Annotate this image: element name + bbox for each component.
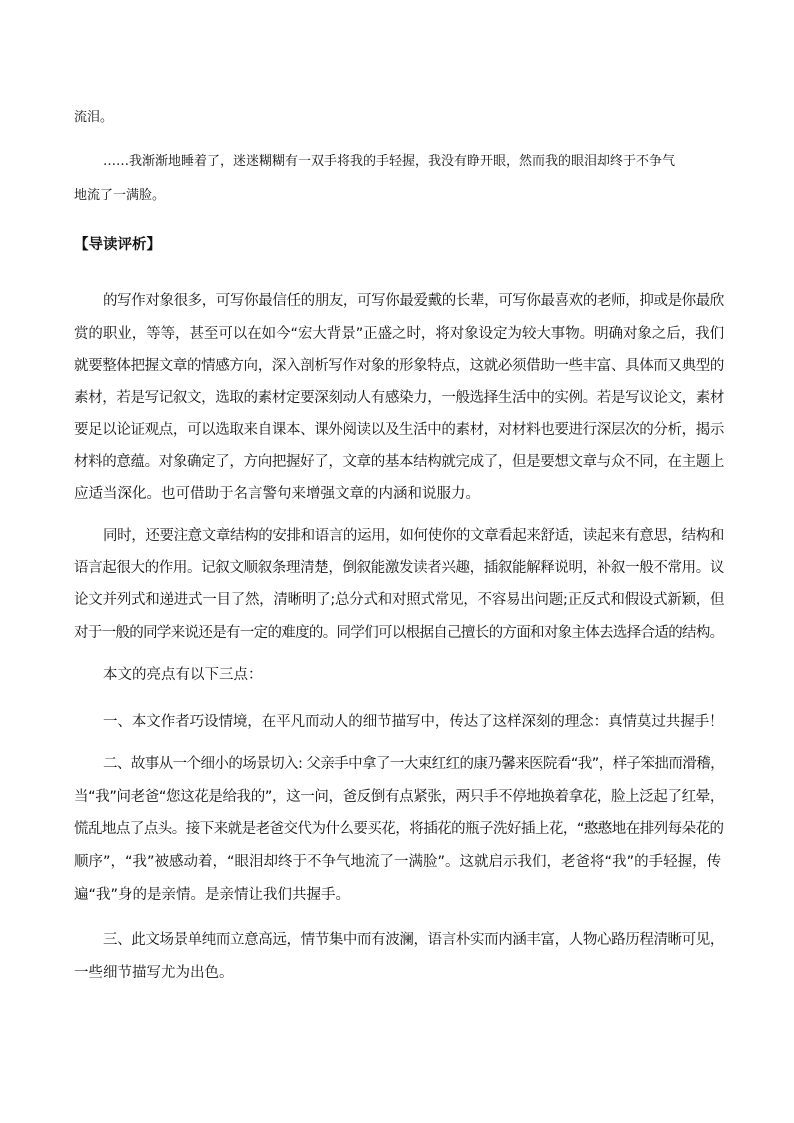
- paragraph-line: 对于一般的同学来说还是有一定的难度的。同学们可以根据自己擅长的方面和对象主体去选择合适的结构。: [74, 625, 724, 641]
- paragraph-line: 语言起很大的作用。记叙文顺叙条理清楚，倒叙能激发读者兴趣，插叙能解释说明，补叙一般不常用。议: [74, 560, 724, 576]
- paragraph-line: 素材，若是写记叙文，选取的素材定要深刻动人有感染力，一般选择生活中的实例。若是写议论文，素材: [74, 390, 724, 406]
- paragraph-line: 同时，还要注意文章结构的安排和语言的运用，如何使你的文章看起来舒适，读起来有意思，结构和: [103, 528, 725, 544]
- paragraph-line: 顺序”，“我”被感动着，“眼泪却终于不争气地流了一满脸”。这就启示我们，老爸将“我”的手轻握，传: [74, 854, 722, 870]
- paragraph-line: 就要整体把握文章的情感方向，深入剖析写作对象的形象特点，这就必须借助一些丰富、具体而又典型的: [74, 358, 724, 374]
- story-tail-line: 流泪。: [74, 110, 114, 125]
- paragraph-line: 一、本文作者巧设情境，在平凡而动人的细节描写中，传达了这样深刻的理念：真情莫过共握手！: [103, 714, 724, 730]
- paragraph-line: 遍“我”身的是亲情。是亲情让我们共握手。: [74, 887, 351, 903]
- paragraph-line: 当“我”问老爸“您这花是给我的”，这一问，爸反倒有点紧张，两只手不停地换着拿花，脸上泛起了红晕，: [74, 789, 725, 805]
- story-ending-line: 地流了一满脸。: [74, 188, 166, 203]
- paragraph-line: 论文并列式和递进式一目了然，清晰明了;总分式和对照式常见，不容易出问题;正反式和假设式新颖，但: [74, 592, 725, 608]
- paragraph-line: 本文的亮点有以下三点：: [103, 667, 263, 683]
- paragraph-line: 三、此文场景单纯而立意高远，情节集中而有波澜，语言朴实而内涵丰富，人物心路历程清晰可见，: [103, 932, 725, 948]
- paragraph-line: 的写作对象很多，可写你最信任的朋友，可写你最爱戴的长辈，可写你最喜欢的老师，抑或是你最欣: [103, 293, 725, 309]
- paragraph-line: 材料的意蕴。对象确定了，方向把握好了，文章的基本结构就完成了，但是要想文章与众不同，在主题上: [74, 454, 724, 470]
- paragraph-line: 赏的职业，等等，甚至可以在如今“宏大背景”正盛之时，将对象设定为较大事物。明确对象之后，我们: [74, 326, 725, 342]
- paragraph-line: 要足以论证观点，可以选取来自课本、课外阅读以及生活中的素材，对材料也要进行深层次的分析，揭示: [74, 422, 724, 438]
- paragraph-line: 一些细节描写尤为出色。: [74, 965, 234, 981]
- paragraph-line: 二、故事从一个细小的场景切入: 父亲手中拿了一大束红红的康乃馨来医院看“我”，样子笨拙而滑稽，: [103, 756, 725, 772]
- section-heading: 【导读评析】: [74, 237, 161, 253]
- story-ending-line: ……我渐渐地睡着了，迷迷糊糊有一双手将我的手轻握，我没有睁开眼，然而我的眼泪却终于不争气: [103, 154, 676, 169]
- paragraph-line: 慌乱地点了点头。接下来就是老爸交代为什么要买花，将插花的瓶子洗好插上花，“憨憨地在排列每朵花的: [74, 821, 724, 837]
- paragraph-line: 应适当深化。也可借助于名言警句来增强文章的内涵和说服力。: [74, 486, 480, 502]
